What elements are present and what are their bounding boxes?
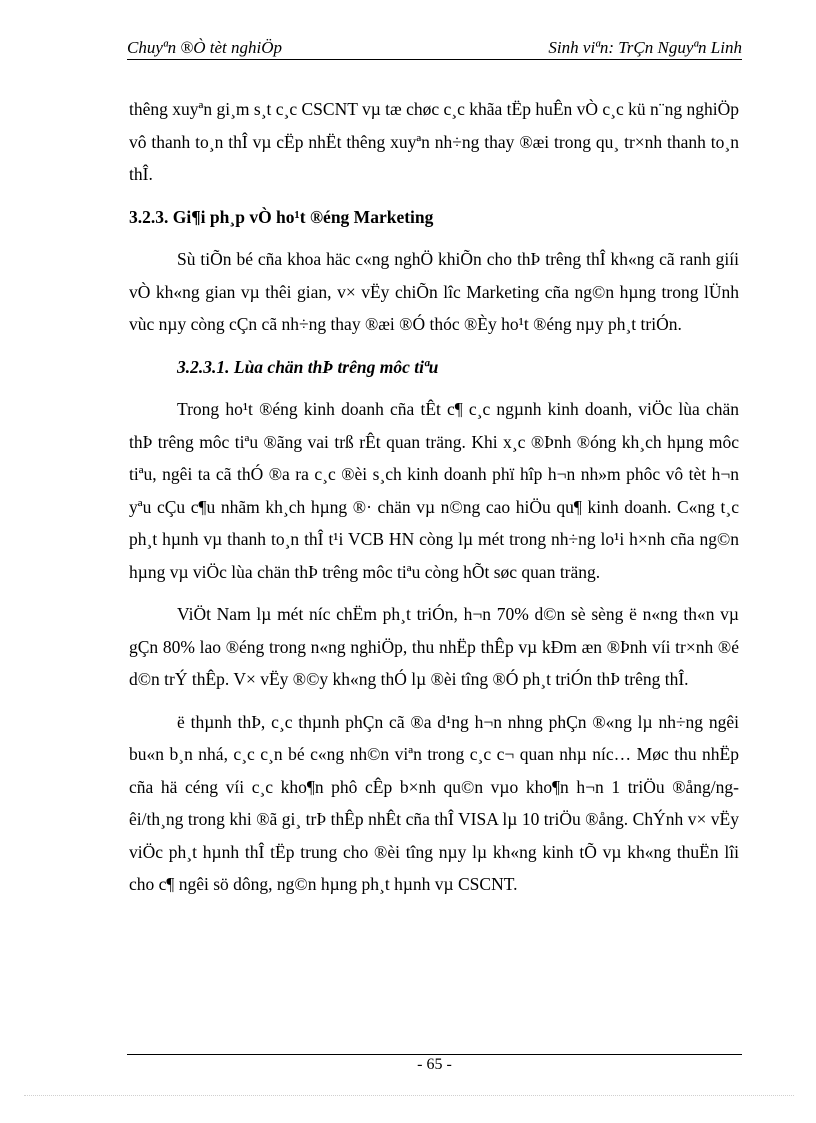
paragraph-target-market: Trong ho¹t ®éng kinh doanh cña tÊt c¶ c¸c ngµnh kinh doanh, viÖc lùa chän thÞ trêng môc tiªu ®ãng vai trß rÊt quan träng. Khi x¸c ®Þnh ®óng kh¸ch hµng môc tiªu, ngêi ta cã thÓ ®a ra c¸c ®èi s¸ch kinh doanh phï hîp h¬n nh»m phôc vô tèt h¬n yªu cÇu c¶u nhãm kh¸ch hµng ®· chän vµ n©ng cao hiÖu qu¶ kinh doanh. C«ng t¸c ph¸t hµnh vµ thanh to¸n thÎ t¹i VCB HN còng lµ mét trong nh÷ng lo¹i h×nh cña ng©n hµng vµ viÖc lùa chän thÞ trêng môc tiªu còng hÕt søc quan träng. bbox=[129, 399, 739, 582]
section-heading-3-2-3: 3.2.3. Gi¶i ph¸p vÒ ho¹t ®éng Marketing bbox=[129, 206, 434, 227]
header-author: Sinh viªn: TrÇn Nguyªn Linh bbox=[548, 38, 742, 57]
page-number: - 65 - bbox=[417, 1056, 452, 1073]
subsection-heading-3-2-3-1: 3.2.3.1. Lùa chän thÞ trêng môc tiªu bbox=[177, 356, 439, 377]
header-divider bbox=[127, 59, 742, 60]
paragraph-vietnam-rural: ViÖt Nam lµ mét níc chËm ph¸t triÓn, h¬n 70% d©n sè sèng ë n«ng th«n vµ gÇn 80% lao ®éng trong n«ng nghiÖp, thu nhËp thÊp vµ kÐm æn ®Þnh víi tr×nh ®é d©n trÝ thÊp. V× vËy ®©y kh«ng thÓ lµ ®èi tîng ®Ó ph¸t triÓn thÞ trêng thÎ. bbox=[129, 604, 739, 689]
footer-divider bbox=[127, 1054, 742, 1055]
paragraph-urban-income: ë thµnh thÞ, c¸c thµnh phÇn cã ®a d¹ng h¬n nhng phÇn ®«ng lµ nh÷ng ngêi bu«n b¸n nhá, c¸c c¸n bé c«ng nh©n viªn trong c¸c c¬ quan nhµ níc… Møc thu nhËp cña hä céng víi c¸c kho¶n phô cÊp b×nh qu©n vµo kho¶n h¬n 1 triÖu ®ång/ngêi/th¸ng trong khi ®ã gi¸ trÞ thÊp nhÊt cña thÎ VISA lµ 10 triÖu ®ång. ChÝnh v× vËy viÖc ph¸t hµnh thÎ tËp trung cho ®èi tîng nµy lµ kh«ng kinh tÕ vµ kh«ng thuËn lîi cho c¶ ngêi sö dông, ng©n hµng ph¸t hµnh vµ CSCNT. bbox=[129, 711, 739, 894]
paragraph-marketing-intro: Sù tiÕn bé cña khoa häc c«ng nghÖ khiÕn cho thÞ trêng thÎ kh«ng cã ranh giíi vÒ kh«ng gian vµ thêi gian, v× vËy chiÕn lîc Marketing cña ng©n hµng trong lÜnh vùc nµy còng cÇn cã nh÷ng thay ®æi ®Ó thóc ®Èy ho¹t ®éng nµy ph¸t triÓn. bbox=[129, 249, 739, 334]
header-document-title: Chuyªn ®Ò tèt nghiÖp bbox=[127, 38, 283, 57]
page-bottom-border bbox=[24, 1095, 794, 1096]
page-body bbox=[129, 93, 739, 911]
paragraph-continued: thêng xuyªn gi¸m s¸t c¸c CSCNT vµ tæ chøc c¸c khãa tËp huÊn vÒ c¸c kü n¨ng nghiÖp vô thanh to¸n thÎ vµ cËp nhËt thêng xuyªn nh÷ng thay ®æi trong qu¸ tr×nh thanh to¸n thÎ. bbox=[129, 99, 739, 184]
